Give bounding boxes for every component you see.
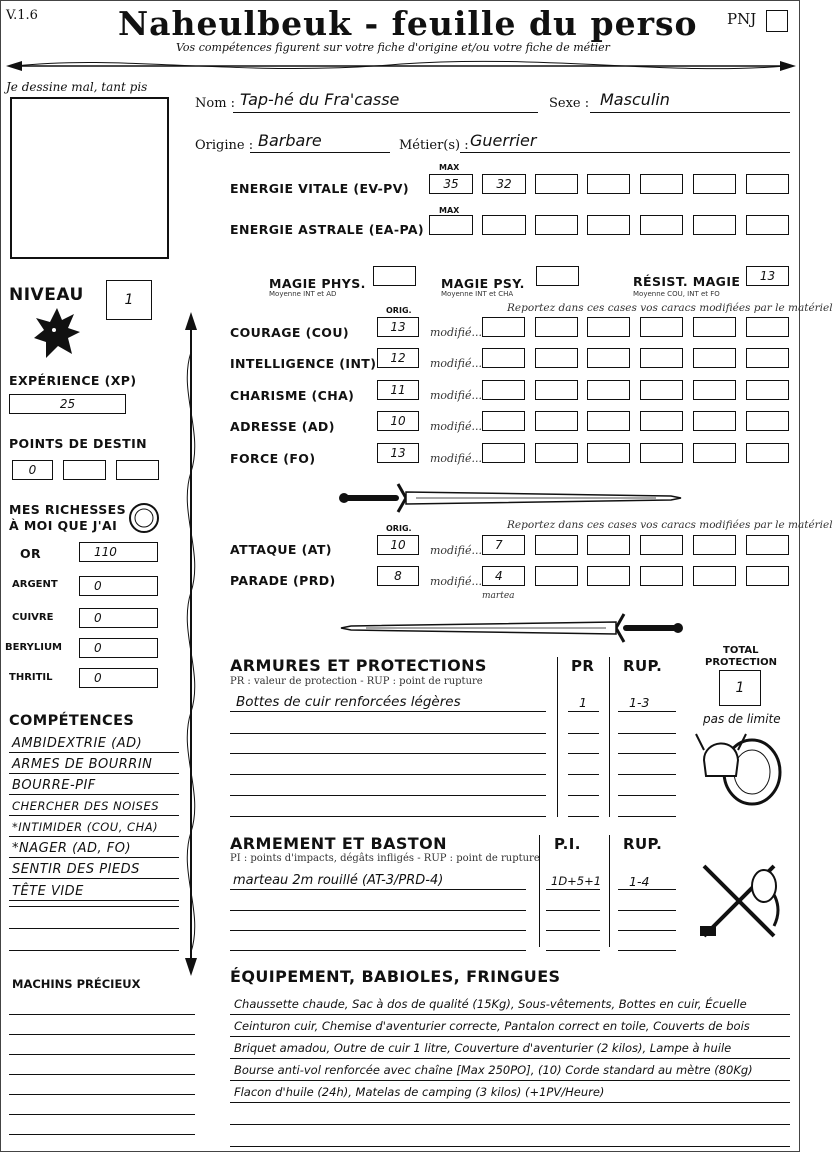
carac-orig-box-1[interactable]: 13	[377, 317, 419, 337]
arme-rup-line-3	[618, 930, 676, 931]
competence-line-4	[9, 815, 179, 816]
origine-underline	[250, 152, 390, 153]
carac-mod-box-3-3[interactable]	[587, 380, 630, 400]
pnj-label: PNJ	[727, 10, 757, 28]
carac-mod-box-2-4[interactable]	[640, 348, 683, 368]
ev-box-1[interactable]: 35	[429, 174, 473, 194]
armure-line-1	[230, 711, 546, 712]
resist-magie-sub: Moyenne COU, INT et FO	[633, 290, 720, 298]
niveau-box[interactable]: 1	[106, 280, 152, 320]
carac-modifie-label-2: modifié...	[430, 357, 482, 370]
armure-rup-line-4	[618, 774, 676, 775]
carac-mod-box-5-3[interactable]	[587, 443, 630, 463]
armures-sep-2	[609, 657, 610, 817]
armure-line-5	[230, 795, 546, 796]
version-label: V.1.6	[6, 8, 38, 23]
resist-magie-box[interactable]: 13	[746, 266, 789, 286]
ea-box-2[interactable]	[482, 215, 526, 235]
carac-mod-box-2-1[interactable]	[482, 348, 525, 368]
at-label: ATTAQUE (AT)	[230, 542, 332, 557]
armures-sep-1	[557, 657, 558, 817]
carac-orig-box-5[interactable]: 13	[377, 443, 419, 463]
carac-mod-box-1-2[interactable]	[535, 317, 578, 337]
arme-row-1-rup[interactable]: 1-4	[629, 874, 650, 889]
machins-title: MACHINS PRÉCIEUX	[12, 977, 141, 991]
competence-line-8	[9, 900, 179, 901]
arme-rup-line-1	[618, 889, 676, 890]
prd-mod-box-1[interactable]: 4	[482, 566, 525, 586]
carac-label-3: CHARISME (CHA)	[230, 388, 355, 403]
sexe-label: Sexe :	[549, 96, 590, 111]
at-mod-box-3[interactable]	[587, 535, 630, 555]
competence-line-empty-2	[9, 928, 179, 929]
destin-box-1[interactable]: 0	[12, 460, 53, 480]
machins-line-5	[9, 1094, 195, 1095]
carac-modifie-label-5: modifié...	[430, 452, 482, 465]
arme-pi-line-3	[546, 930, 600, 931]
magie-phys-box[interactable]	[373, 266, 416, 286]
armure-row-1-name[interactable]: Bottes de cuir renforcées légères	[236, 694, 461, 710]
or-box[interactable]: 110	[79, 542, 158, 562]
carac-modifie-label-4: modifié...	[430, 420, 482, 433]
nom-label: Nom :	[195, 96, 236, 111]
berylium-label: BERYLIUM	[5, 642, 63, 653]
carac-mod-box-4-5[interactable]	[693, 411, 736, 431]
ea-box-5[interactable]	[640, 215, 683, 235]
competence-item-8[interactable]: TÊTE VIDE	[12, 884, 84, 899]
ea-box-6[interactable]	[693, 215, 736, 235]
sword-icon-2	[336, 608, 686, 648]
arme-pi-line-2	[546, 910, 600, 911]
machins-line-1	[9, 1014, 195, 1015]
cuivre-label: CUIVRE	[12, 612, 54, 623]
origine-label: Origine :	[195, 138, 254, 153]
equipement-line-4	[230, 1080, 790, 1081]
armement-sub: PI : points d'impacts, dégâts infligés - RUP : point de rupture	[230, 853, 540, 864]
machins-line-6	[9, 1114, 195, 1115]
armement-col-pi: P.I.	[554, 835, 581, 853]
competence-item-1[interactable]: AMBIDEXTRIE (AD)	[12, 736, 143, 751]
equipement-line-6	[230, 1124, 790, 1125]
armures-title: ARMURES ET PROTECTIONS	[230, 656, 487, 675]
armure-pr-line-6	[568, 816, 599, 817]
sexe-field[interactable]: Masculin	[600, 90, 670, 109]
thritil-label: THRITIL	[9, 672, 53, 683]
armures-col-pr: PR	[571, 657, 595, 675]
armure-rup-line-3	[618, 753, 676, 754]
dragon-icon	[32, 304, 82, 362]
ea-box-7[interactable]	[746, 215, 789, 235]
carac-modifie-label-3: modifié...	[430, 389, 482, 402]
richesses-label-2: À MOI QUE J'AI	[9, 518, 118, 533]
argent-label: ARGENT	[12, 579, 58, 590]
armure-rup-line-5	[618, 795, 676, 796]
competence-line-7	[9, 878, 179, 879]
caracs-report-note: Reportez dans ces cases vos caracs modifiées par le matériel	[507, 302, 833, 314]
carac-mod-box-5-1[interactable]	[482, 443, 525, 463]
ev-box-7[interactable]	[746, 174, 789, 194]
competence-line-empty-1	[9, 906, 179, 907]
ev-box-3[interactable]	[535, 174, 578, 194]
sword-icon	[336, 478, 686, 518]
ev-label: ENERGIE VITALE (EV-PV)	[230, 181, 409, 196]
armure-line-2	[230, 733, 546, 734]
competence-line-1	[9, 752, 179, 753]
arme-rup-line-2	[618, 910, 676, 911]
carac-mod-box-1-4[interactable]	[640, 317, 683, 337]
prd-orig-box[interactable]: 8	[377, 566, 419, 586]
berylium-box[interactable]: 0	[79, 638, 158, 658]
competences-title: COMPÉTENCES	[9, 713, 135, 729]
armure-row-1-rup[interactable]: 1-3	[629, 695, 650, 710]
arme-line-2	[230, 910, 526, 911]
machins-line-2	[9, 1034, 195, 1035]
carac-label-2: INTELLIGENCE (INT)	[230, 356, 377, 371]
prd-mod-box-3[interactable]	[587, 566, 630, 586]
carac-mod-box-4-2[interactable]	[535, 411, 578, 431]
carac-mod-box-4-3[interactable]	[587, 411, 630, 431]
metier-underline	[460, 152, 790, 153]
cuivre-box[interactable]: 0	[79, 608, 158, 628]
sheet-title: Naheulbeuk - feuille du perso	[118, 4, 698, 43]
carac-orig-box-4[interactable]: 10	[377, 411, 419, 431]
arme-pi-line-4	[546, 950, 600, 951]
armement-sep-1	[539, 835, 540, 947]
arme-row-1-name[interactable]: marteau 2m rouillé (AT-3/PRD-4)	[233, 873, 444, 888]
armure-pr-line-1	[568, 711, 599, 712]
carac-mod-box-2-5[interactable]	[693, 348, 736, 368]
carac-mod-box-5-4[interactable]	[640, 443, 683, 463]
equipement-line-3	[230, 1058, 790, 1059]
carac-mod-box-1-5[interactable]	[693, 317, 736, 337]
combat-orig-label: ORIG.	[386, 524, 412, 533]
thritil-box[interactable]: 0	[79, 668, 158, 688]
caracs-orig-label: ORIG.	[386, 306, 412, 315]
prd-modifie-label: modifié...	[430, 575, 482, 588]
prd-mod-box-6[interactable]	[746, 566, 789, 586]
arme-line-1	[230, 889, 526, 890]
carac-mod-box-4-6[interactable]	[746, 411, 789, 431]
armure-pr-line-5	[568, 795, 599, 796]
competence-line-3	[9, 794, 179, 795]
machins-line-7	[9, 1134, 195, 1135]
sexe-underline	[590, 112, 790, 113]
carac-mod-box-1-6[interactable]	[746, 317, 789, 337]
armure-pr-line-2	[568, 733, 599, 734]
ea-box-1[interactable]	[429, 215, 473, 235]
armure-rup-line-2	[618, 733, 676, 734]
carac-mod-box-1-1[interactable]	[482, 317, 525, 337]
spear-divider	[6, 54, 796, 78]
carac-label-1: COURAGE (COU)	[230, 325, 349, 340]
prd-label: PARADE (PRD)	[230, 573, 336, 588]
staff-ornament	[178, 312, 204, 976]
carac-mod-box-5-5[interactable]	[693, 443, 736, 463]
magie-phys-label: MAGIE PHYS.	[269, 276, 366, 291]
arme-row-1-pi[interactable]: 1D+5+1	[551, 874, 602, 888]
destin-label: POINTS DE DESTIN	[9, 436, 148, 451]
nom-field[interactable]: Tap-hé du Fra'casse	[240, 90, 400, 109]
total-protection-box[interactable]: 1	[719, 670, 761, 706]
ev-box-6[interactable]	[693, 174, 736, 194]
origine-field[interactable]: Barbare	[258, 131, 322, 150]
competence-item-5[interactable]: *INTIMIDER (COU, CHA)	[12, 820, 159, 834]
carac-label-4: ADRESSE (AD)	[230, 419, 335, 434]
equipement-line-2	[230, 1036, 790, 1037]
arme-line-3	[230, 930, 526, 931]
armure-line-4	[230, 774, 546, 775]
competence-item-3[interactable]: BOURRE-PIF	[12, 778, 96, 793]
arme-rup-line-4	[618, 950, 676, 951]
ev-box-4[interactable]	[587, 174, 630, 194]
magie-phys-sub: Moyenne INT et AD	[269, 290, 337, 298]
armure-pr-line-4	[568, 774, 599, 775]
machins-line-4	[9, 1074, 195, 1075]
armure-pr-line-3	[568, 753, 599, 754]
prd-mod-box-4[interactable]	[640, 566, 683, 586]
ea-max-label: MAX	[439, 206, 460, 215]
carac-mod-box-3-4[interactable]	[640, 380, 683, 400]
ev-box-5[interactable]	[640, 174, 683, 194]
destin-box-2[interactable]	[63, 460, 106, 480]
at-mod-box-6[interactable]	[746, 535, 789, 555]
at-orig-box[interactable]: 10	[377, 535, 419, 555]
prd-mod-box-5[interactable]	[693, 566, 736, 586]
carac-mod-box-2-3[interactable]	[587, 348, 630, 368]
carac-mod-box-4-4[interactable]	[640, 411, 683, 431]
equipement-line-1	[230, 1014, 790, 1015]
magie-psy-box[interactable]	[536, 266, 579, 286]
ev-box-2[interactable]: 32	[482, 174, 526, 194]
carac-orig-box-2[interactable]: 12	[377, 348, 419, 368]
at-mod-box-1[interactable]: 7	[482, 535, 525, 555]
ev-max-label: MAX	[439, 163, 460, 172]
resist-magie-label: RÉSIST. MAGIE	[633, 274, 741, 289]
competence-line-6	[9, 857, 179, 858]
equipement-title: ÉQUIPEMENT, BABIOLES, FRINGUES	[230, 967, 561, 986]
armure-rup-line-1	[618, 711, 676, 712]
equipement-text-1[interactable]: Chaussette chaude, Sac à dos de qualité (15Kg), Sous-vêtements, Bottes en cuir, Écuelle	[234, 997, 747, 1011]
ea-box-4[interactable]	[587, 215, 630, 235]
ea-box-3[interactable]	[535, 215, 578, 235]
carac-mod-box-2-2[interactable]	[535, 348, 578, 368]
pnj-checkbox[interactable]	[766, 10, 788, 32]
metier-field[interactable]: Guerrier	[470, 131, 537, 150]
combat-note: martea	[482, 591, 515, 601]
carac-mod-box-2-6[interactable]	[746, 348, 789, 368]
competence-item-7[interactable]: SENTIR DES PIEDS	[12, 862, 140, 877]
armure-row-1-pr[interactable]: 1	[579, 695, 587, 710]
carac-mod-box-4-1[interactable]	[482, 411, 525, 431]
equipement-text-4[interactable]: Bourse anti-vol renforcée avec chaîne [Max 250PO], (10) Corde standard au mètre (80Kg)	[234, 1063, 753, 1077]
armures-col-rup: RUP.	[623, 657, 663, 675]
weapons-icon	[694, 856, 786, 948]
at-mod-box-5[interactable]	[693, 535, 736, 555]
carac-mod-box-5-2[interactable]	[535, 443, 578, 463]
niveau-label: NIVEAU	[9, 285, 84, 305]
arme-line-4	[230, 950, 526, 951]
competence-line-5	[9, 836, 179, 837]
competence-item-4[interactable]: CHERCHER DES NOISES	[12, 799, 160, 813]
at-modifie-label: modifié...	[430, 544, 482, 557]
armures-sub: PR : valeur de protection - RUP : point de rupture	[230, 676, 483, 687]
armure-line-6	[230, 816, 546, 817]
arme-pi-line-1	[546, 889, 600, 890]
xp-box[interactable]: 25	[9, 394, 126, 414]
equipement-line-7	[230, 1146, 790, 1147]
richesses-label-1: MES RICHESSES	[9, 502, 126, 517]
armure-rup-line-6	[618, 816, 676, 817]
xp-label: EXPÉRIENCE (XP)	[9, 373, 137, 388]
prd-mod-box-2[interactable]	[535, 566, 578, 586]
or-label: OR	[20, 546, 42, 561]
armement-sep-2	[609, 835, 610, 947]
competence-line-2	[9, 773, 179, 774]
helmet-shield-icon	[696, 726, 786, 808]
sheet-subtitle: Vos compétences figurent sur votre fiche d'origine et/ou votre fiche de métier	[176, 41, 610, 54]
armement-title: ARMEMENT ET BASTON	[230, 834, 447, 853]
equipement-text-2[interactable]: Ceinturon cuir, Chemise d'aventurier correcte, Pantalon correct en toile, Couverts de bois	[234, 1019, 750, 1033]
at-mod-box-2[interactable]	[535, 535, 578, 555]
carac-mod-box-3-2[interactable]	[535, 380, 578, 400]
combat-report-note: Reportez dans ces cases vos caracs modifiées par le matériel	[507, 519, 833, 531]
equipement-text-3[interactable]: Briquet amadou, Outre de cuir 1 litre, Couverture d'aventurier (2 kilos), Lampe à huile	[234, 1041, 732, 1055]
competence-line-empty-3	[9, 950, 179, 951]
magie-psy-label: MAGIE PSY.	[441, 276, 525, 291]
ea-label: ENERGIE ASTRALE (EA-PA)	[230, 222, 425, 237]
destin-box-3[interactable]	[116, 460, 159, 480]
equipement-line-5	[230, 1102, 790, 1103]
carac-modifie-label-1: modifié...	[430, 326, 482, 339]
machins-line-3	[9, 1054, 195, 1055]
total-protection-label-1: TOTAL	[723, 645, 759, 656]
portrait-box[interactable]	[10, 97, 169, 259]
total-protection-label-2: PROTECTION	[705, 657, 777, 668]
competence-item-6[interactable]: *NAGER (AD, FO)	[12, 841, 132, 856]
equipement-text-5[interactable]: Flacon d'huile (24h), Matelas de camping (3 kilos) (+1PV/Heure)	[234, 1085, 605, 1099]
coin-icon	[128, 502, 160, 534]
carac-mod-box-3-6[interactable]	[746, 380, 789, 400]
argent-box[interactable]: 0	[79, 576, 158, 596]
magie-psy-sub: Moyenne INT et CHA	[441, 290, 514, 298]
carac-mod-box-5-6[interactable]	[746, 443, 789, 463]
carac-mod-box-3-5[interactable]	[693, 380, 736, 400]
carac-mod-box-1-3[interactable]	[587, 317, 630, 337]
carac-label-5: FORCE (FO)	[230, 451, 316, 466]
armure-line-3	[230, 753, 546, 754]
protection-limit-note: pas de limite	[703, 712, 781, 726]
metier-label: Métier(s) :	[399, 138, 469, 153]
carac-mod-box-3-1[interactable]	[482, 380, 525, 400]
competence-item-2[interactable]: ARMES DE BOURRIN	[12, 757, 153, 772]
carac-orig-box-3[interactable]: 11	[377, 380, 419, 400]
at-mod-box-4[interactable]	[640, 535, 683, 555]
armement-col-rup: RUP.	[623, 835, 663, 853]
nom-underline	[233, 112, 538, 113]
portrait-caption: Je dessine mal, tant pis	[6, 80, 148, 94]
